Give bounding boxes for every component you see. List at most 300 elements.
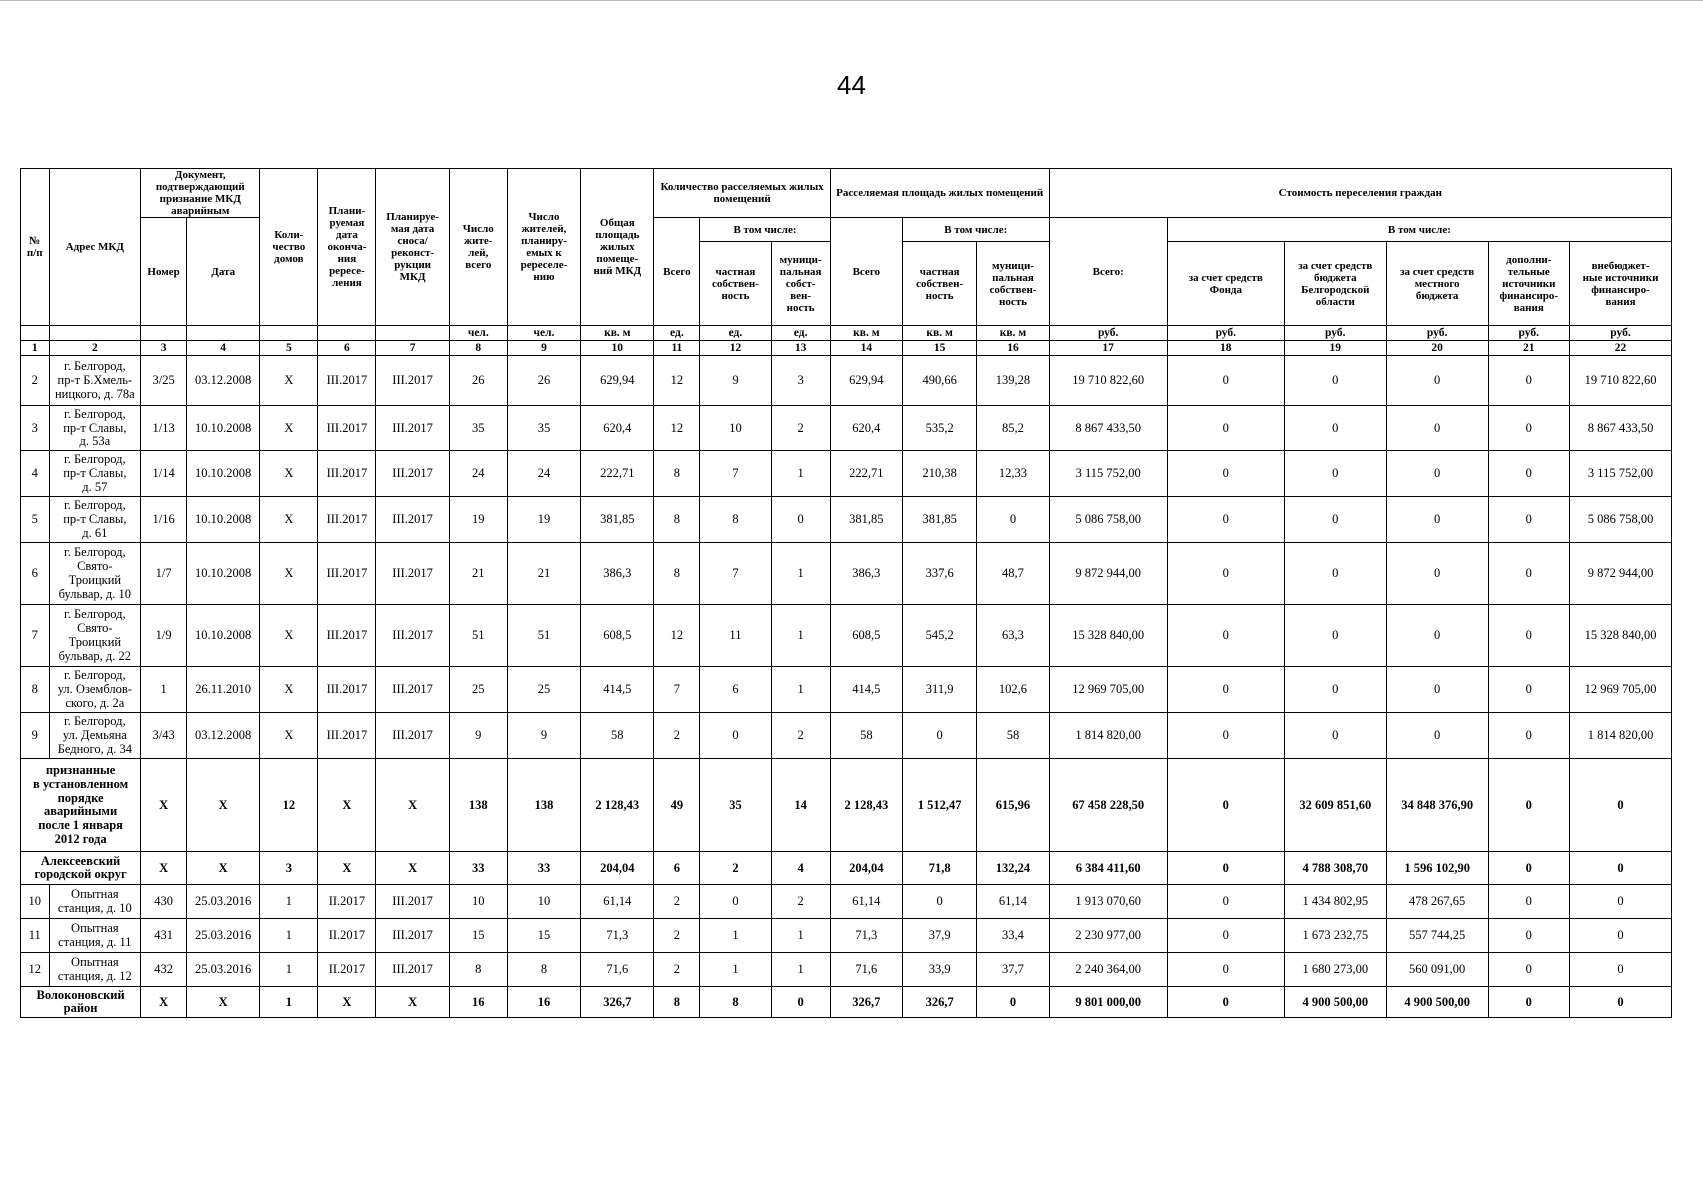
table-row	[21, 497, 1672, 543]
unit-cell: кв. м	[830, 326, 902, 341]
row-address: Опытная станция, д. 10	[49, 885, 141, 919]
row-address: г. Белгород, пр-т Славы, д. 61	[49, 497, 141, 543]
cell-rooms_mun: 14	[771, 759, 830, 852]
cell-res_planned: 15	[507, 919, 580, 953]
column-number: 5	[260, 341, 318, 356]
cell-rooms_total: 8	[654, 543, 700, 605]
cell-houses: Х	[260, 605, 318, 667]
column-number: 15	[902, 341, 976, 356]
cell-rooms_total: 12	[654, 605, 700, 667]
area-incl-header: В том числе:	[902, 218, 1049, 242]
cell-area: 71,6	[581, 953, 654, 987]
cell-cost_total: 2 240 364,00	[1049, 953, 1167, 987]
unit-cell: руб.	[1284, 326, 1386, 341]
cell-doc_no: 1/13	[141, 406, 187, 451]
cell-demo: III.2017	[376, 885, 449, 919]
cell-area_total: 58	[830, 713, 902, 759]
col-area-private-header: частная собствен- ность	[902, 242, 976, 326]
row-address: г. Белгород, ул. Демьяна Бедного, д. 34	[49, 713, 141, 759]
cell-houses: Х	[260, 356, 318, 406]
cell-rooms_total: 2	[654, 919, 700, 953]
cell-regional: 0	[1284, 406, 1386, 451]
cell-local: 0	[1386, 451, 1488, 497]
cell-rooms_private: 8	[700, 987, 771, 1018]
cell-rooms_private: 7	[700, 543, 771, 605]
table-row	[21, 713, 1672, 759]
cell-area: 58	[581, 713, 654, 759]
cell-rooms_mun: 0	[771, 987, 830, 1018]
cell-date: 03.12.2008	[187, 356, 260, 406]
cell-additional: 0	[1488, 713, 1569, 759]
unit-cell: руб.	[1167, 326, 1284, 341]
unit-cell: ед.	[700, 326, 771, 341]
cell-end: III.2017	[318, 605, 376, 667]
col-additional-header: дополни- тельные источники финансиро- вания	[1488, 242, 1569, 326]
cell-offbudget: 15 328 840,00	[1570, 605, 1672, 667]
cell-houses: Х	[260, 406, 318, 451]
cell-end: Х	[318, 987, 376, 1018]
col-n-header: № п/п	[21, 169, 50, 326]
cell-rooms_mun: 2	[771, 406, 830, 451]
cell-cost_total: 8 867 433,50	[1049, 406, 1167, 451]
cell-doc_no: 1	[141, 667, 187, 713]
unit-cell: кв. м	[581, 326, 654, 341]
column-number: 8	[449, 341, 507, 356]
rooms-group-header: Количество расселяемых жилых помещений	[654, 169, 830, 218]
cell-fund: 0	[1167, 451, 1284, 497]
cell-area_mun: 12,33	[977, 451, 1049, 497]
cell-fund: 0	[1167, 852, 1284, 885]
cell-area_private: 490,66	[902, 356, 976, 406]
cell-doc_no: 1/14	[141, 451, 187, 497]
cell-local: 0	[1386, 605, 1488, 667]
col-regional-header: за счет средств бюджета Белгородской области	[1284, 242, 1386, 326]
cell-rooms_total: 2	[654, 953, 700, 987]
col-rooms-municipal-header: муници- пальная собст- вен- ность	[771, 242, 830, 326]
cell-rooms_mun: 2	[771, 885, 830, 919]
row-address: Опытная станция, д. 12	[49, 953, 141, 987]
col-houses-header: Коли- чество домов	[260, 169, 318, 326]
column-number: 7	[376, 341, 449, 356]
cell-area_private: 71,8	[902, 852, 976, 885]
cell-additional: 0	[1488, 667, 1569, 713]
cell-area_mun: 61,14	[977, 885, 1049, 919]
column-number: 14	[830, 341, 902, 356]
cell-area: 608,5	[581, 605, 654, 667]
cell-offbudget: 3 115 752,00	[1570, 451, 1672, 497]
cell-end: II.2017	[318, 885, 376, 919]
cell-fund: 0	[1167, 406, 1284, 451]
page-number: 44	[837, 70, 866, 100]
cell-area_private: 33,9	[902, 953, 976, 987]
table-row	[21, 356, 1672, 406]
cell-area_mun: 37,7	[977, 953, 1049, 987]
cell-area_mun: 102,6	[977, 667, 1049, 713]
cell-cost_total: 19 710 822,60	[1049, 356, 1167, 406]
cell-offbudget: 0	[1570, 759, 1672, 852]
cell-offbudget: 0	[1570, 852, 1672, 885]
cell-rooms_private: 2	[700, 852, 771, 885]
column-number: 22	[1570, 341, 1672, 356]
cell-rooms_total: 2	[654, 713, 700, 759]
cell-area: 222,71	[581, 451, 654, 497]
cell-end: Х	[318, 759, 376, 852]
cell-local: 1 596 102,90	[1386, 852, 1488, 885]
cell-regional: 0	[1284, 356, 1386, 406]
col-planned-demolition-header: Планируе- мая дата сноса/ реконст- рукции МКД	[376, 169, 449, 326]
column-number: 13	[771, 341, 830, 356]
cell-offbudget: 1 814 820,00	[1570, 713, 1672, 759]
cell-additional: 0	[1488, 605, 1569, 667]
subtotal-row	[21, 987, 1672, 1018]
cell-offbudget: 5 086 758,00	[1570, 497, 1672, 543]
unit-cell: чел.	[449, 326, 507, 341]
cell-res_planned: 33	[507, 852, 580, 885]
cell-cost_total: 6 384 411,60	[1049, 852, 1167, 885]
col-doc-date-header: Дата	[187, 218, 260, 326]
cell-res: 16	[449, 987, 507, 1018]
cell-doc_no: 1/7	[141, 543, 187, 605]
table-row	[21, 667, 1672, 713]
cell-local: 0	[1386, 356, 1488, 406]
row-number: 5	[21, 497, 50, 543]
cell-doc_no: Х	[141, 987, 187, 1018]
cell-res_planned: 16	[507, 987, 580, 1018]
cell-fund: 0	[1167, 605, 1284, 667]
cell-end: III.2017	[318, 497, 376, 543]
cell-cost_total: 5 086 758,00	[1049, 497, 1167, 543]
cell-area_private: 311,9	[902, 667, 976, 713]
cell-area: 71,3	[581, 919, 654, 953]
cell-area_mun: 58	[977, 713, 1049, 759]
row-number: 4	[21, 451, 50, 497]
cell-rooms_mun: 1	[771, 543, 830, 605]
cell-area_mun: 615,96	[977, 759, 1049, 852]
col-total-area-header: Общая площадь жилых помеще- ний МКД	[581, 169, 654, 326]
cell-doc_no: 1/16	[141, 497, 187, 543]
col-residents-planned-header: Число жителей, планиру- емых к pереселе- нию	[507, 169, 580, 326]
cell-area: 204,04	[581, 852, 654, 885]
cell-end: III.2017	[318, 451, 376, 497]
cell-area_mun: 132,24	[977, 852, 1049, 885]
cell-res_planned: 24	[507, 451, 580, 497]
table-row	[21, 406, 1672, 451]
cell-rooms_private: 0	[700, 713, 771, 759]
col-residents-header: Число жите- лей, всего	[449, 169, 507, 326]
cell-regional: 0	[1284, 543, 1386, 605]
column-number: 16	[977, 341, 1049, 356]
cell-local: 478 267,65	[1386, 885, 1488, 919]
cell-area_private: 1 512,47	[902, 759, 976, 852]
cell-cost_total: 15 328 840,00	[1049, 605, 1167, 667]
cell-res: 21	[449, 543, 507, 605]
cell-res: 138	[449, 759, 507, 852]
cell-area_private: 337,6	[902, 543, 976, 605]
cell-offbudget: 8 867 433,50	[1570, 406, 1672, 451]
cell-regional: 0	[1284, 713, 1386, 759]
cell-res: 8	[449, 953, 507, 987]
cell-cost_total: 1 913 070,60	[1049, 885, 1167, 919]
column-number: 17	[1049, 341, 1167, 356]
cell-rooms_private: 1	[700, 953, 771, 987]
cell-local: 0	[1386, 497, 1488, 543]
row-address: г. Белгород, ул. Оземблов- ского, д. 2а	[49, 667, 141, 713]
cell-houses: Х	[260, 451, 318, 497]
cell-area_mun: 0	[977, 987, 1049, 1018]
unit-cell: руб.	[1049, 326, 1167, 341]
col-fund-header: за счет средств Фонда	[1167, 242, 1284, 326]
cell-doc_no: 3/25	[141, 356, 187, 406]
cell-local: 0	[1386, 667, 1488, 713]
cell-end: Х	[318, 852, 376, 885]
cell-regional: 1 673 232,75	[1284, 919, 1386, 953]
cell-cost_total: 12 969 705,00	[1049, 667, 1167, 713]
table-row	[21, 543, 1672, 605]
cell-end: II.2017	[318, 953, 376, 987]
cell-area_total: 608,5	[830, 605, 902, 667]
cell-area_total: 2 128,43	[830, 759, 902, 852]
cell-fund: 0	[1167, 497, 1284, 543]
cell-res: 26	[449, 356, 507, 406]
cell-rooms_total: 7	[654, 667, 700, 713]
cell-end: III.2017	[318, 543, 376, 605]
row-number: 9	[21, 713, 50, 759]
cell-cost_total: 67 458 228,50	[1049, 759, 1167, 852]
cell-doc_no: 431	[141, 919, 187, 953]
cell-rooms_private: 8	[700, 497, 771, 543]
cell-local: 557 744,25	[1386, 919, 1488, 953]
cell-local: 560 091,00	[1386, 953, 1488, 987]
cell-offbudget: 19 710 822,60	[1570, 356, 1672, 406]
cell-regional: 32 609 851,60	[1284, 759, 1386, 852]
cell-demo: Х	[376, 852, 449, 885]
cell-date: 10.10.2008	[187, 497, 260, 543]
cell-houses: Х	[260, 543, 318, 605]
cell-res_planned: 51	[507, 605, 580, 667]
unit-cell: кв. м	[977, 326, 1049, 341]
cell-rooms_mun: 1	[771, 953, 830, 987]
cell-regional: 0	[1284, 451, 1386, 497]
column-number: 9	[507, 341, 580, 356]
cell-res_planned: 10	[507, 885, 580, 919]
cell-area_total: 71,3	[830, 919, 902, 953]
cell-area_private: 210,38	[902, 451, 976, 497]
cell-regional: 0	[1284, 667, 1386, 713]
cell-area: 386,3	[581, 543, 654, 605]
cell-local: 0	[1386, 543, 1488, 605]
cell-cost_total: 9 872 944,00	[1049, 543, 1167, 605]
col-local-header: за счет средств местного бюджета	[1386, 242, 1488, 326]
cell-additional: 0	[1488, 919, 1569, 953]
subtotal-row	[21, 852, 1672, 885]
cell-cost_total: 3 115 752,00	[1049, 451, 1167, 497]
cell-res_planned: 21	[507, 543, 580, 605]
row-number: 6	[21, 543, 50, 605]
cell-cost_total: 1 814 820,00	[1049, 713, 1167, 759]
cell-rooms_private: 1	[700, 919, 771, 953]
cell-rooms_mun: 1	[771, 919, 830, 953]
cell-doc_no: 3/43	[141, 713, 187, 759]
cell-demo: III.2017	[376, 406, 449, 451]
column-number: 1	[21, 341, 50, 356]
cell-demo: III.2017	[376, 543, 449, 605]
cell-date: Х	[187, 987, 260, 1018]
column-number: 18	[1167, 341, 1284, 356]
cell-fund: 0	[1167, 953, 1284, 987]
cell-fund: 0	[1167, 759, 1284, 852]
subtotal-row	[21, 759, 1672, 852]
cell-date: 10.10.2008	[187, 605, 260, 667]
row-number: 2	[21, 356, 50, 406]
cell-res: 51	[449, 605, 507, 667]
cell-res: 24	[449, 451, 507, 497]
cell-fund: 0	[1167, 667, 1284, 713]
row-number: 11	[21, 919, 50, 953]
cell-rooms_mun: 0	[771, 497, 830, 543]
cell-additional: 0	[1488, 759, 1569, 852]
cell-demo: III.2017	[376, 356, 449, 406]
row-number: 12	[21, 953, 50, 987]
cell-res: 25	[449, 667, 507, 713]
col-document-header: Документ, подтверждающий признание МКД аварийным	[141, 169, 260, 218]
cell-regional: 0	[1284, 497, 1386, 543]
cell-area_mun: 0	[977, 497, 1049, 543]
col-area-total-header: Всего	[830, 218, 902, 326]
resettlement-table	[20, 168, 1672, 1018]
cell-rooms_total: 8	[654, 497, 700, 543]
cell-area: 381,85	[581, 497, 654, 543]
cell-offbudget: 12 969 705,00	[1570, 667, 1672, 713]
cell-end: III.2017	[318, 406, 376, 451]
unit-cell: руб.	[1488, 326, 1569, 341]
col-area-municipal-header: муници- пальная собствен- ность	[977, 242, 1049, 326]
cell-res: 10	[449, 885, 507, 919]
cell-rooms_mun: 4	[771, 852, 830, 885]
cost-group-header: Стоимость переселения граждан	[1049, 169, 1671, 218]
cell-res: 33	[449, 852, 507, 885]
cell-area_total: 71,6	[830, 953, 902, 987]
cell-area_total: 222,71	[830, 451, 902, 497]
cell-regional: 1 680 273,00	[1284, 953, 1386, 987]
page-top-edge	[0, 0, 1703, 1]
cell-area: 414,5	[581, 667, 654, 713]
row-address: г. Белгород, Свято- Троицкий бульвар, д. 22	[49, 605, 141, 667]
cell-rooms_private: 10	[700, 406, 771, 451]
cell-demo: III.2017	[376, 605, 449, 667]
cell-area_private: 326,7	[902, 987, 976, 1018]
column-number: 10	[581, 341, 654, 356]
cell-area_total: 386,3	[830, 543, 902, 605]
cell-area_total: 326,7	[830, 987, 902, 1018]
cell-rooms_total: 2	[654, 885, 700, 919]
cell-end: III.2017	[318, 356, 376, 406]
cell-doc_no: 1/9	[141, 605, 187, 667]
cell-area_mun: 33,4	[977, 919, 1049, 953]
cell-houses: 12	[260, 759, 318, 852]
cell-houses: Х	[260, 667, 318, 713]
unit-cell: руб.	[1570, 326, 1672, 341]
cell-area_total: 204,04	[830, 852, 902, 885]
cell-rooms_mun: 3	[771, 356, 830, 406]
cell-res_planned: 8	[507, 953, 580, 987]
cell-demo: III.2017	[376, 667, 449, 713]
cell-date: 26.11.2010	[187, 667, 260, 713]
cell-additional: 0	[1488, 987, 1569, 1018]
cell-additional: 0	[1488, 451, 1569, 497]
cell-fund: 0	[1167, 356, 1284, 406]
cell-local: 0	[1386, 713, 1488, 759]
cell-doc_no: 432	[141, 953, 187, 987]
cell-res_planned: 25	[507, 667, 580, 713]
cell-rooms_total: 8	[654, 987, 700, 1018]
cell-fund: 0	[1167, 543, 1284, 605]
col-planned-end-header: Плани- руемая дата оконча- ния pересе- ления	[318, 169, 376, 326]
cell-rooms_mun: 1	[771, 667, 830, 713]
cell-doc_no: Х	[141, 852, 187, 885]
cell-res_planned: 138	[507, 759, 580, 852]
cell-rooms_total: 12	[654, 356, 700, 406]
column-number: 12	[700, 341, 771, 356]
cell-area_total: 620,4	[830, 406, 902, 451]
cell-demo: III.2017	[376, 953, 449, 987]
cell-fund: 0	[1167, 713, 1284, 759]
cell-offbudget: 9 872 944,00	[1570, 543, 1672, 605]
cell-end: II.2017	[318, 919, 376, 953]
cell-date: Х	[187, 759, 260, 852]
cell-res_planned: 35	[507, 406, 580, 451]
cell-res_planned: 19	[507, 497, 580, 543]
cell-area_private: 545,2	[902, 605, 976, 667]
cell-fund: 0	[1167, 987, 1284, 1018]
cell-demo: III.2017	[376, 451, 449, 497]
unit-cell: кв. м	[902, 326, 976, 341]
cell-res: 15	[449, 919, 507, 953]
table-row	[21, 919, 1672, 953]
cell-rooms_private: 35	[700, 759, 771, 852]
cell-date: 25.03.2016	[187, 953, 260, 987]
cell-area_mun: 63,3	[977, 605, 1049, 667]
row-address: Опытная станция, д. 11	[49, 919, 141, 953]
cell-offbudget: 0	[1570, 885, 1672, 919]
cell-additional: 0	[1488, 852, 1569, 885]
cell-demo: Х	[376, 987, 449, 1018]
cost-incl-header: В том числе:	[1167, 218, 1671, 242]
cell-rooms_mun: 1	[771, 605, 830, 667]
cell-res: 19	[449, 497, 507, 543]
column-number: 6	[318, 341, 376, 356]
subtotal-name: Алексеевский городской округ	[21, 852, 141, 885]
cell-regional: 4 900 500,00	[1284, 987, 1386, 1018]
cell-area: 61,14	[581, 885, 654, 919]
cell-local: 0	[1386, 406, 1488, 451]
cell-date: Х	[187, 852, 260, 885]
cell-area_total: 61,14	[830, 885, 902, 919]
cell-local: 4 900 500,00	[1386, 987, 1488, 1018]
cell-houses: 1	[260, 953, 318, 987]
cell-date: 25.03.2016	[187, 885, 260, 919]
cell-area: 2 128,43	[581, 759, 654, 852]
units-row	[21, 326, 1672, 341]
cell-res: 9	[449, 713, 507, 759]
cell-area_mun: 85,2	[977, 406, 1049, 451]
cell-area_private: 0	[902, 713, 976, 759]
col-offbudget-header: внебюджет- ные источники финансиро- вания	[1570, 242, 1672, 326]
cell-fund: 0	[1167, 919, 1284, 953]
cell-regional: 4 788 308,70	[1284, 852, 1386, 885]
cell-additional: 0	[1488, 497, 1569, 543]
cell-cost_total: 9 801 000,00	[1049, 987, 1167, 1018]
cell-area: 326,7	[581, 987, 654, 1018]
